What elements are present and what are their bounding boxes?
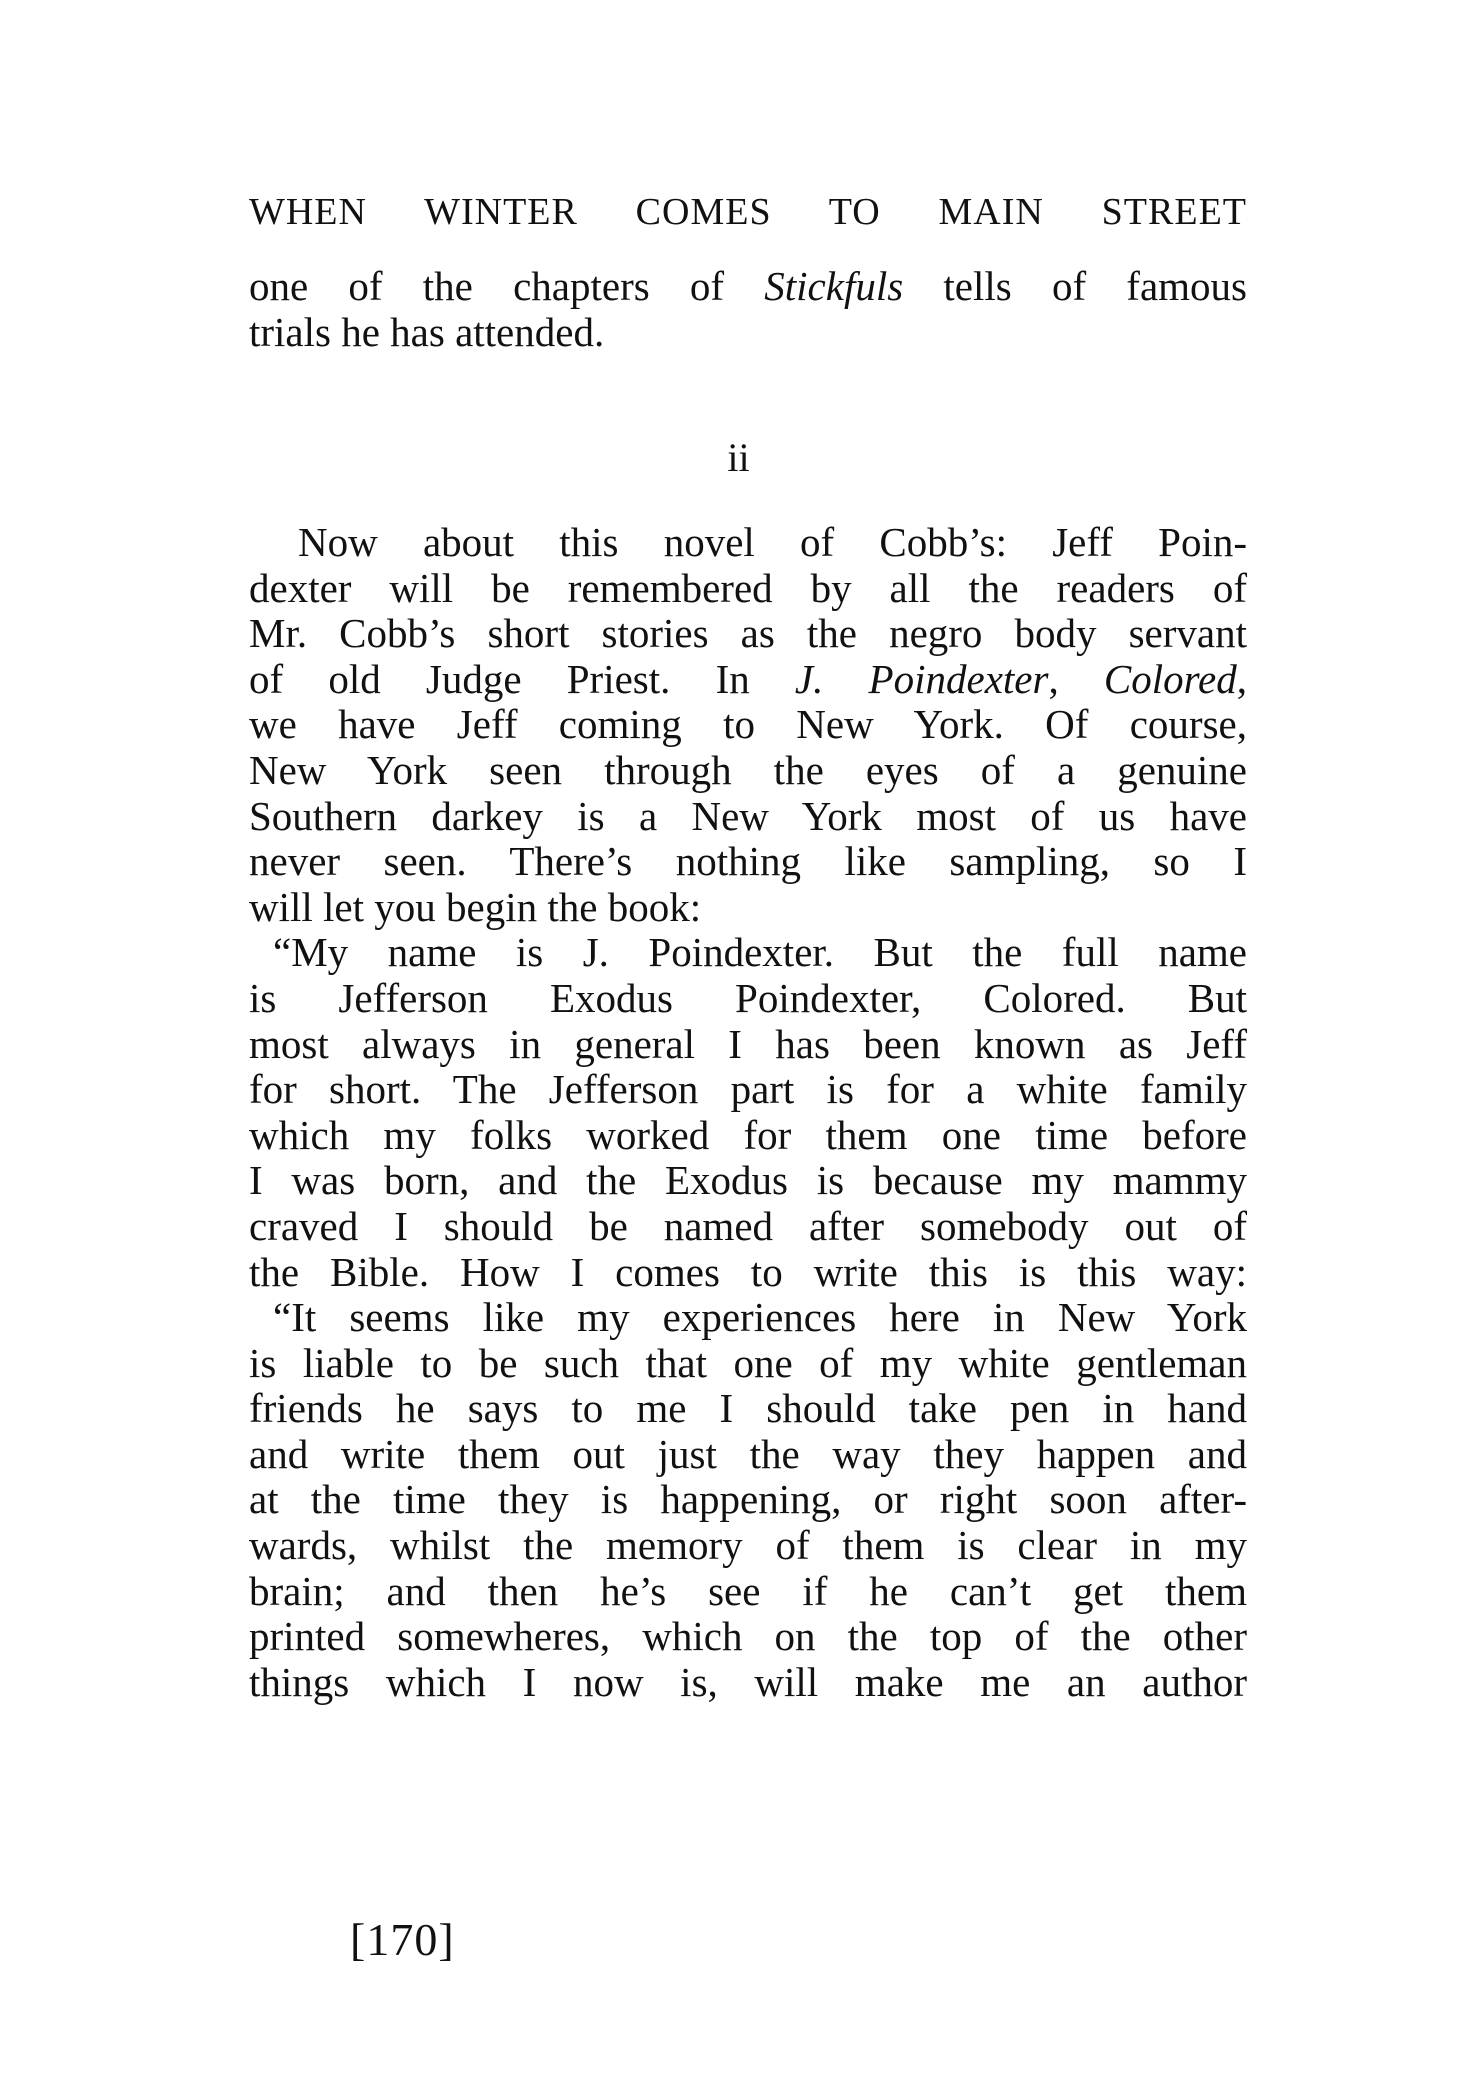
text-line: and write them out just the way they happen and	[249, 1430, 1247, 1477]
text-line: “My name is J. Poindexter. But the full name	[273, 929, 1247, 976]
text-line: the Bible. How I comes to write this is this way:	[249, 1248, 1247, 1295]
book-title-poindexter: J. Poindexter	[794, 655, 1049, 702]
text-line: “It seems like my experiences here in New York	[273, 1294, 1247, 1341]
text-line: is Jefferson Exodus Poindexter, Colored. But	[249, 974, 1247, 1021]
section-number: ii	[727, 435, 750, 480]
text-line: Now about this novel of Cobb’s: Jeff Poin-	[298, 519, 1247, 565]
text-line: is liable to be such that one of my white gentleman	[249, 1339, 1247, 1386]
text-line: most always in general I has been known as Jeff	[249, 1020, 1247, 1067]
running-head-text: WHEN WINTER COMES TO MAIN STREET	[249, 191, 1247, 233]
text-line: which my folks worked for them one time before	[249, 1111, 1247, 1158]
text-line: for short. The Jefferson part is for a white family	[249, 1066, 1247, 1113]
text-line: things which I now is, will make me an author	[249, 1658, 1247, 1705]
text-line: of old Judge Priest. In J. Poindexter, Colored,	[249, 655, 1247, 702]
book-title-colored: Colored	[1103, 655, 1237, 702]
continuation-paragraph	[249, 264, 1247, 355]
text-line: New York seen through the eyes of a genuine	[249, 746, 1247, 793]
text-line: brain; and then he’s see if he can’t get them	[249, 1567, 1247, 1614]
text-line: at the time they is happening, or right soon after-	[249, 1476, 1247, 1523]
text-line: I was born, and the Exodus is because my mammy	[249, 1157, 1247, 1204]
text-line: craved I should be named after somebody out of	[249, 1202, 1247, 1249]
text-line: trials he has attended.	[249, 308, 605, 355]
book-title-stickfuls: Stickfuls	[764, 263, 904, 309]
text-line: will let you begin the book:	[249, 883, 702, 930]
text-line: we have Jeff coming to New York. Of course,	[249, 701, 1247, 748]
running-head	[249, 190, 1247, 236]
text-line: printed somewheres, which on the top of the other	[249, 1613, 1247, 1660]
text-line: friends he says to me I should take pen in hand	[249, 1385, 1247, 1432]
text-line: Southern darkey is a New York most of us have	[249, 792, 1247, 839]
text-line: Mr. Cobb’s short stories as the negro body servant	[249, 610, 1247, 657]
main-text	[249, 520, 1247, 1705]
text-line: wards, whilst the memory of them is clear in my	[249, 1522, 1247, 1569]
text-line: never seen. There’s nothing like sampling, so I	[249, 838, 1247, 885]
text-line: one of the chapters of Stickfuls tells of famous	[249, 263, 1248, 309]
text-line: dexter will be remembered by all the readers of	[249, 564, 1247, 611]
page-number: [170]	[350, 1914, 455, 1965]
